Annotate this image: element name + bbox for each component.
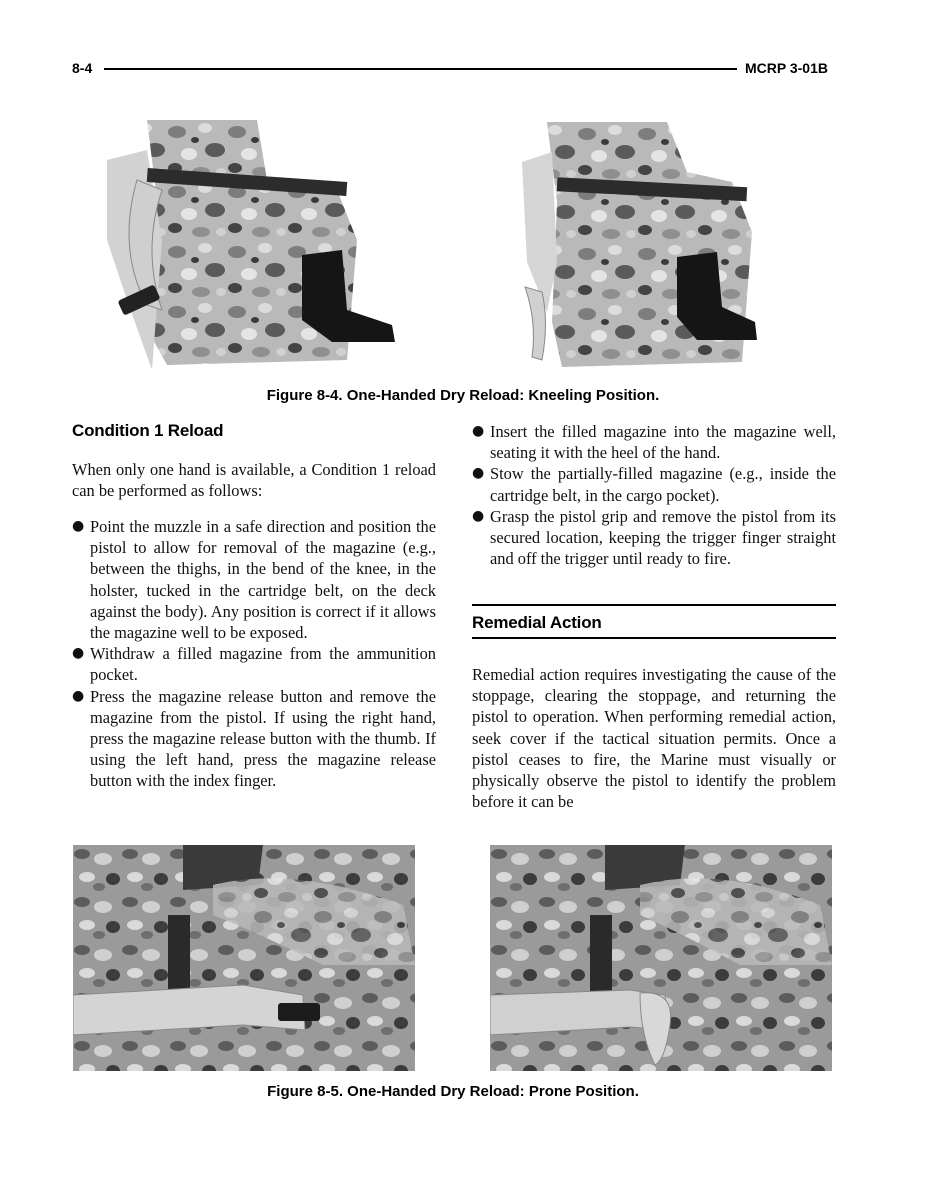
list-item: ● Point the muzzle in a safe direction and position the pistol to allow for removal of the magazine (e.g., between the thighs, in the bend of the knee, in the holster, tucked in the cartridge belt, on the deck against the body). Any position is correct if it allows the magazine well to be exposed. bbox=[72, 517, 436, 643]
publication-id: MCRP 3-01B bbox=[745, 60, 828, 76]
condition1-steps-right bbox=[472, 421, 836, 569]
bullet-icon: ● bbox=[472, 465, 485, 482]
bullet-icon: ● bbox=[72, 687, 85, 704]
list-item: ● Withdraw a filled magazine from the ammunition pocket. bbox=[72, 644, 436, 685]
list-item: ● Stow the partially-filled magazine (e.g., inside the cartridge belt, in the cargo pocket). bbox=[472, 464, 836, 505]
prone-marine-pistol-at-body-icon bbox=[73, 845, 415, 1071]
bullet-icon: ● bbox=[72, 645, 85, 662]
condition1-intro: When only one hand is available, a Condition 1 reload can be performed as follows: bbox=[72, 460, 436, 501]
page-number: 8-4 bbox=[72, 60, 93, 76]
bullet-icon: ● bbox=[472, 507, 485, 524]
photo-kneeling-hand-free bbox=[517, 122, 765, 368]
kneeling-marine-holding-pistol-icon bbox=[107, 120, 397, 368]
list-item: ● Insert the filled magazine into the magazine well, seating it with the heel of the hand. bbox=[472, 422, 836, 463]
section-rule-top bbox=[472, 604, 836, 606]
prone-marine-open-hand-icon bbox=[490, 845, 832, 1071]
photo-kneeling-magazine-removal bbox=[107, 120, 397, 368]
header-rule bbox=[104, 68, 737, 70]
photo-prone-hand-free bbox=[490, 845, 832, 1071]
photo-prone-pistol-pinned bbox=[73, 845, 415, 1071]
figure-8-4-caption: Figure 8-4. One-Handed Dry Reload: Kneeling Position. bbox=[266, 387, 660, 404]
remedial-heading: Remedial Action bbox=[472, 613, 602, 632]
bullet-icon: ● bbox=[72, 518, 85, 534]
section-rule-bottom bbox=[472, 637, 836, 639]
figure-8-5-caption: Figure 8-5. One-Handed Dry Reload: Prone Position. bbox=[267, 1083, 639, 1100]
list-item: ● Grasp the pistol grip and remove the pistol from its secured location, keeping the trigger finger straight and off the trigger until ready to fire. bbox=[472, 506, 836, 569]
condition1-steps-left bbox=[72, 516, 436, 792]
condition1-heading: Condition 1 Reload bbox=[72, 421, 224, 440]
kneeling-marine-open-hand-icon bbox=[517, 122, 765, 368]
remedial-paragraph: Remedial action requires investigating the cause of the stoppage, clearing the stoppage, and returning the pistol to operation. When performing remedial action, seek cover if the tactical situation permits. Once a pistol ceases to fire, the Marine must visually or physically observe the pistol to identify the problem before it can be bbox=[472, 665, 836, 812]
list-item: ● Press the magazine release button and remove the magazine from the pistol. If using the right hand, press the magazine release button with the thumb. If using the left hand, press the magazine release button with the index finger. bbox=[72, 686, 436, 791]
bullet-icon: ● bbox=[472, 423, 485, 439]
